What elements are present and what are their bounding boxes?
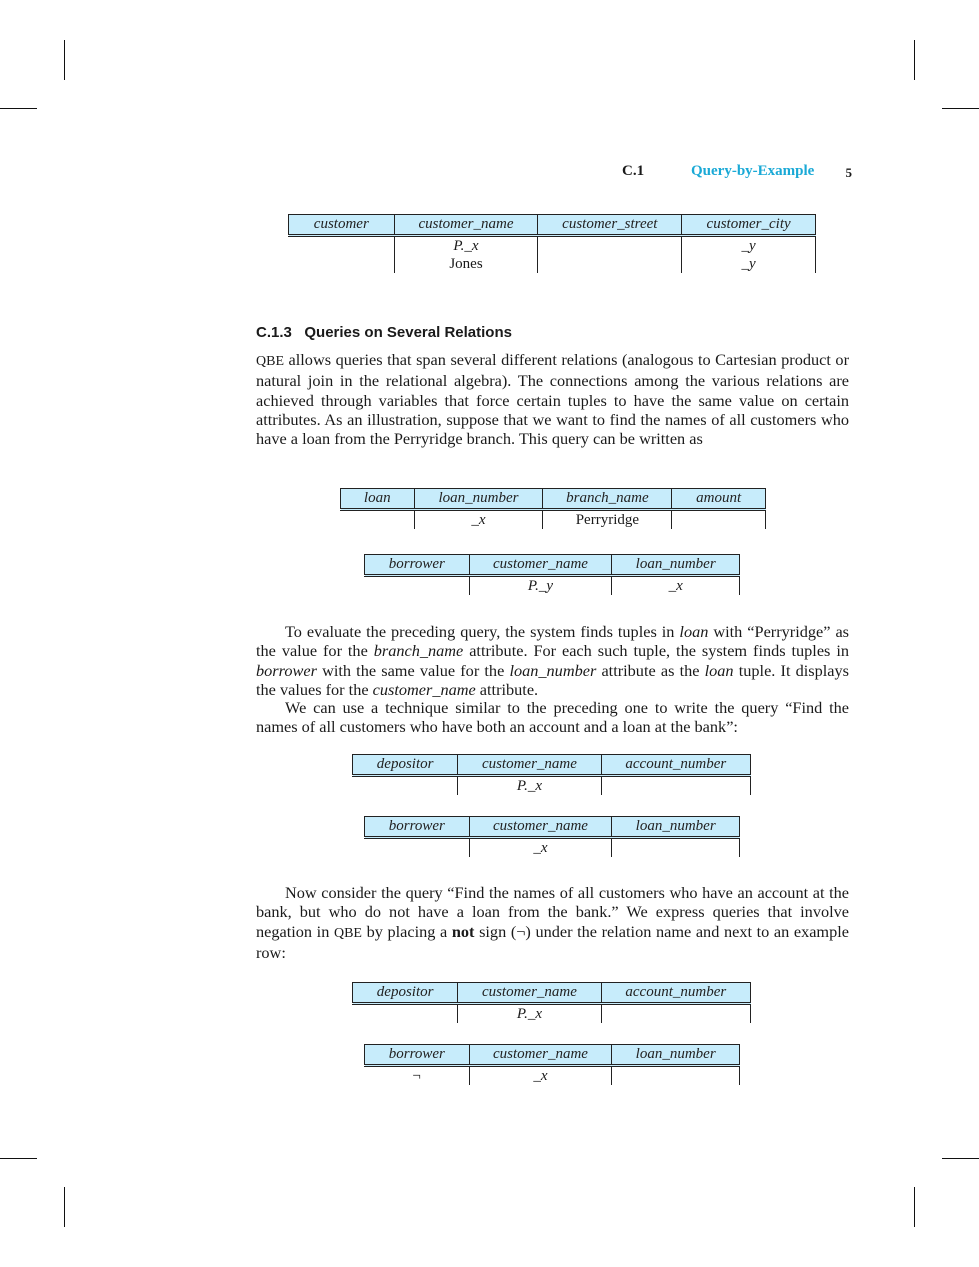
table-cell: P._x [458, 1004, 601, 1024]
table-header: customer_name [469, 555, 612, 576]
table-cell [538, 255, 682, 273]
table-cell [612, 1066, 740, 1086]
not-keyword: not [451, 921, 475, 941]
table-cell: Perryridge [543, 510, 672, 530]
table-header: borrower [365, 1045, 470, 1066]
table-cell [353, 776, 458, 796]
paragraph-text: allows queries that span several different relations (analogous to Cartesian product or natural join in the relational algebra). The connections among the various relations are achieved through variables that force certain tuples to have the same value on certain attributes. As an illustration, suppose that we want to find the names of all customers who have a loan from the Perryridge branch. This query can be written as [256, 350, 849, 449]
heading-number: C.1.3 [256, 324, 292, 341]
crop-mark [64, 40, 65, 80]
paragraph-text: by placing a [361, 921, 452, 941]
table-row [353, 1004, 751, 1024]
table-header: loan_number [612, 1045, 740, 1066]
crop-mark [942, 108, 979, 109]
table-row [289, 255, 816, 273]
paragraph-text: Now consider the query “Find the names of all customers who have an account at the bank, but who do not have a loan from the bank.” We express queries that involve negation in [256, 883, 849, 941]
crop-mark [0, 108, 37, 109]
table-header: loan_number [612, 555, 740, 576]
table-header: account_number [601, 755, 750, 776]
attribute-name: branch_name [373, 641, 464, 661]
attribute-name: loan_number [509, 660, 597, 680]
depositor-skeleton-table [352, 754, 751, 795]
table-cell [601, 776, 750, 796]
table-header: customer_name [394, 215, 538, 236]
table-header: loan [341, 489, 415, 510]
table-header: branch_name [543, 489, 672, 510]
table-cell [365, 576, 470, 596]
relation-name: loan [704, 660, 734, 680]
table-header: customer_name [469, 817, 612, 838]
table-header: customer_street [538, 215, 682, 236]
relation-name: borrower [256, 660, 317, 680]
table-header: customer_name [458, 983, 601, 1004]
table-row [365, 838, 740, 858]
customer-skeleton-table [288, 214, 816, 273]
table-header: customer_city [682, 215, 816, 236]
table-cell: _x [612, 576, 740, 596]
table-cell: Jones [394, 255, 538, 273]
page-number: 5 [845, 165, 852, 180]
negation-cell: ¬ [365, 1066, 470, 1086]
borrower-negation-table [364, 1044, 740, 1085]
table-cell [538, 236, 682, 256]
paragraph-text: sign (¬) under the relation name and next to an example row: [256, 921, 849, 962]
paragraph [256, 350, 849, 448]
table-cell [289, 236, 395, 256]
depositor-skeleton-table [352, 982, 751, 1023]
table-header: loan_number [414, 489, 543, 510]
table-cell: _y [682, 255, 816, 273]
qbe-abbrev: QBE [256, 354, 284, 369]
table-header: customer [289, 215, 395, 236]
table-cell: P._x [394, 236, 538, 256]
table-cell: P._y [469, 576, 612, 596]
table-header: depositor [353, 755, 458, 776]
paragraph-text: with the same value for the [316, 660, 510, 680]
table-header: borrower [365, 555, 470, 576]
table-header: account_number [601, 983, 750, 1004]
table-header: customer_name [458, 755, 601, 776]
crop-mark [0, 1158, 37, 1159]
section-heading [256, 324, 512, 341]
table-cell [341, 510, 415, 530]
table-row [289, 236, 816, 256]
paragraph-text: To evaluate the preceding query, the system finds tuples in [285, 622, 680, 641]
borrower-skeleton-table [364, 816, 740, 857]
paragraph [256, 698, 849, 737]
table-row [341, 510, 766, 530]
paragraph-text: attribute. For each such tuple, the system finds tuples in [463, 641, 849, 661]
table-cell [612, 838, 740, 858]
table-row [353, 776, 751, 796]
table-cell: _y [682, 236, 816, 256]
table-header: amount [672, 489, 766, 510]
paragraph-text: with “Perryridge” as the value for the [256, 622, 850, 661]
table-cell: P._x [458, 776, 601, 796]
paragraph [256, 622, 849, 699]
crop-mark [942, 1158, 979, 1159]
table-cell: _x [469, 838, 612, 858]
table-cell [353, 1004, 458, 1024]
table-header: borrower [365, 817, 470, 838]
table-row [365, 1066, 740, 1086]
paragraph-text: attribute. [475, 679, 539, 699]
heading-text: Queries on Several Relations [304, 324, 512, 341]
paragraph-text: attribute as the [596, 660, 705, 680]
crop-mark [914, 40, 915, 80]
table-cell [289, 255, 395, 273]
section-number: C.1 [622, 163, 645, 179]
paragraph [256, 883, 849, 962]
section-title: Query-by-Example [691, 163, 815, 179]
table-cell: _x [469, 1066, 612, 1086]
table-cell [365, 838, 470, 858]
borrower-skeleton-table [364, 554, 740, 595]
table-header: loan_number [612, 817, 740, 838]
attribute-name: customer_name [372, 679, 476, 699]
table-cell [672, 510, 766, 530]
table-header: depositor [353, 983, 458, 1004]
crop-mark [64, 1187, 65, 1227]
table-row [365, 576, 740, 596]
table-cell: _x [414, 510, 543, 530]
qbe-abbrev: QBE [333, 925, 362, 941]
relation-name: loan [679, 622, 709, 641]
loan-skeleton-table [340, 488, 766, 529]
paragraph-text: tuple. It displays the values for the [256, 660, 849, 699]
table-cell [601, 1004, 750, 1024]
crop-mark [914, 1187, 915, 1227]
table-header: customer_name [469, 1045, 612, 1066]
paragraph-text: We can use a technique similar to the preceding one to write the query “Find the names of all customers who have both an account and a loan at the bank”: [256, 698, 849, 737]
